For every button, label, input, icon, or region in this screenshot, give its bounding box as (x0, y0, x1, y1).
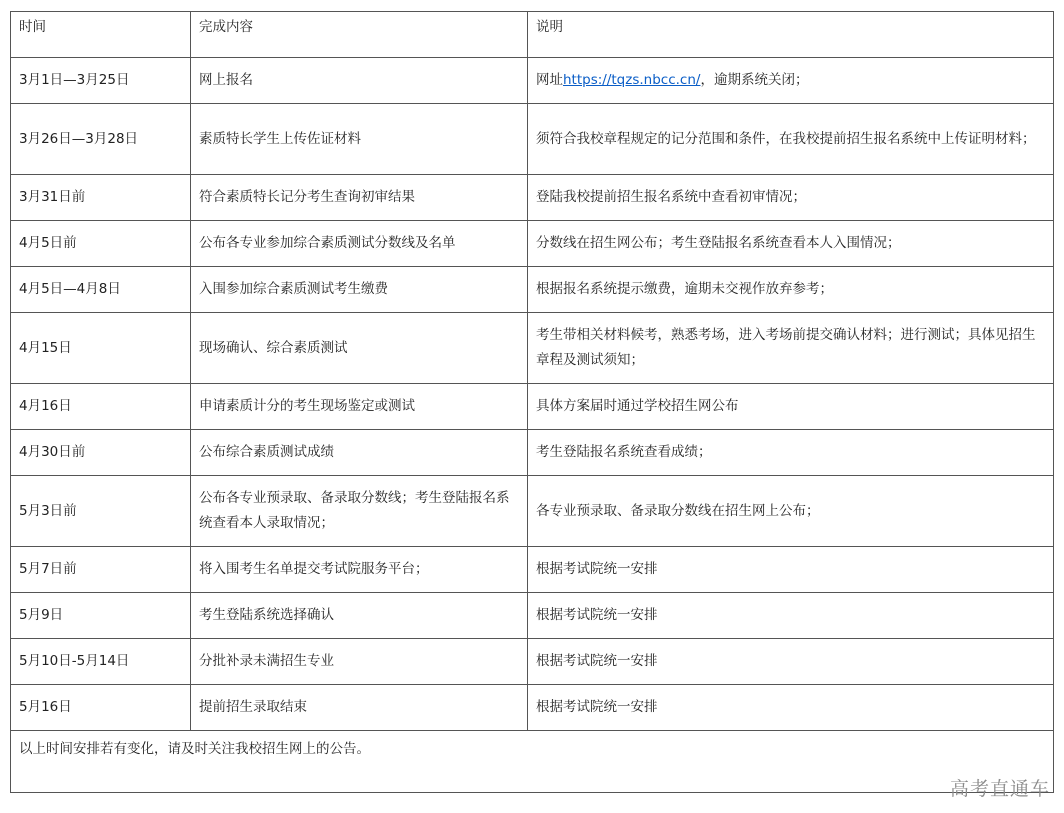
schedule-table (10, 11, 1054, 793)
cell-time: 4月30日前 (11, 430, 191, 476)
cell-note: 具体方案届时通过学校招生网公布 (528, 384, 1054, 430)
cell-note: 根据考试院统一安排 (528, 685, 1054, 731)
cell-note: 根据报名系统提示缴费，逾期未交视作放弃参考； (528, 267, 1054, 313)
note-prefix: 网址 (536, 72, 563, 88)
cell-time: 5月10日-5月14日 (11, 639, 191, 685)
footer-note: 以上时间安排若有变化，请及时关注我校招生网上的公告。 (19, 741, 370, 757)
cell-content: 考生登陆系统选择确认 (191, 593, 528, 639)
table-row (11, 430, 1054, 476)
cell-note: 根据考试院统一安排 (528, 547, 1054, 593)
header-time: 时间 (11, 12, 191, 58)
table-row (11, 547, 1054, 593)
note-suffix: ，逾期系统关闭； (700, 72, 809, 88)
cell-content: 网上报名 (191, 58, 528, 104)
cell-note: 根据考试院统一安排 (528, 593, 1054, 639)
cell-content: 公布综合素质测试成绩 (191, 430, 528, 476)
cell-content: 素质特长学生上传佐证材料 (191, 104, 528, 175)
cell-time: 4月15日 (11, 313, 191, 384)
cell-time: 4月16日 (11, 384, 191, 430)
table-row (11, 313, 1054, 384)
cell-note: 考生登陆报名系统查看成绩； (528, 430, 1054, 476)
cell-time: 3月31日前 (11, 175, 191, 221)
footer-row (11, 731, 1054, 793)
cell-content: 现场确认、综合素质测试 (191, 313, 528, 384)
watermark-logo: 高考直通车 (949, 778, 1050, 800)
cell-content: 符合素质特长记分考生查询初审结果 (191, 175, 528, 221)
cell-time: 5月16日 (11, 685, 191, 731)
table-row (11, 104, 1054, 175)
cell-time: 5月7日前 (11, 547, 191, 593)
header-row (11, 12, 1054, 58)
footer-note-cell (11, 731, 1054, 793)
cell-note: 考生带相关材料候考，熟悉考场，进入考场前提交确认材料；进行测试；具体见招生章程及测试须知； (528, 313, 1054, 384)
table-row (11, 639, 1054, 685)
header-note: 说明 (528, 12, 1054, 58)
table-row (11, 58, 1054, 104)
cell-content: 提前招生录取结束 (191, 685, 528, 731)
table-row (11, 593, 1054, 639)
cell-time: 4月5日—4月8日 (11, 267, 191, 313)
cell-content: 入围参加综合素质测试考生缴费 (191, 267, 528, 313)
cell-note: 各专业预录取、备录取分数线在招生网上公布； (528, 476, 1054, 547)
cell-time: 5月9日 (11, 593, 191, 639)
cell-content: 公布各专业参加综合素质测试分数线及名单 (191, 221, 528, 267)
cell-time: 4月5日前 (11, 221, 191, 267)
cell-time: 5月3日前 (11, 476, 191, 547)
header-content: 完成内容 (191, 12, 528, 58)
table-row (11, 221, 1054, 267)
table-row (11, 384, 1054, 430)
cell-note: 分数线在招生网公布；考生登陆报名系统查看本人入围情况； (528, 221, 1054, 267)
cell-content: 分批补录未满招生专业 (191, 639, 528, 685)
table-row (11, 175, 1054, 221)
cell-time: 3月1日—3月25日 (11, 58, 191, 104)
cell-note: 根据考试院统一安排 (528, 639, 1054, 685)
table-row (11, 685, 1054, 731)
cell-content: 公布各专业预录取、备录取分数线；考生登陆报名系统查看本人录取情况； (191, 476, 528, 547)
cell-content: 申请素质计分的考生现场鉴定或测试 (191, 384, 528, 430)
registration-link[interactable]: https://tqzs.nbcc.cn/ (563, 72, 701, 88)
cell-content: 将入围考生名单提交考试院服务平台； (191, 547, 528, 593)
cell-note: 须符合我校章程规定的记分范围和条件，在我校提前招生报名系统中上传证明材料； (528, 104, 1054, 175)
table-row (11, 267, 1054, 313)
cell-note (528, 58, 1054, 104)
table-row (11, 476, 1054, 547)
cell-note: 登陆我校提前招生报名系统中查看初审情况； (528, 175, 1054, 221)
cell-time: 3月26日—3月28日 (11, 104, 191, 175)
